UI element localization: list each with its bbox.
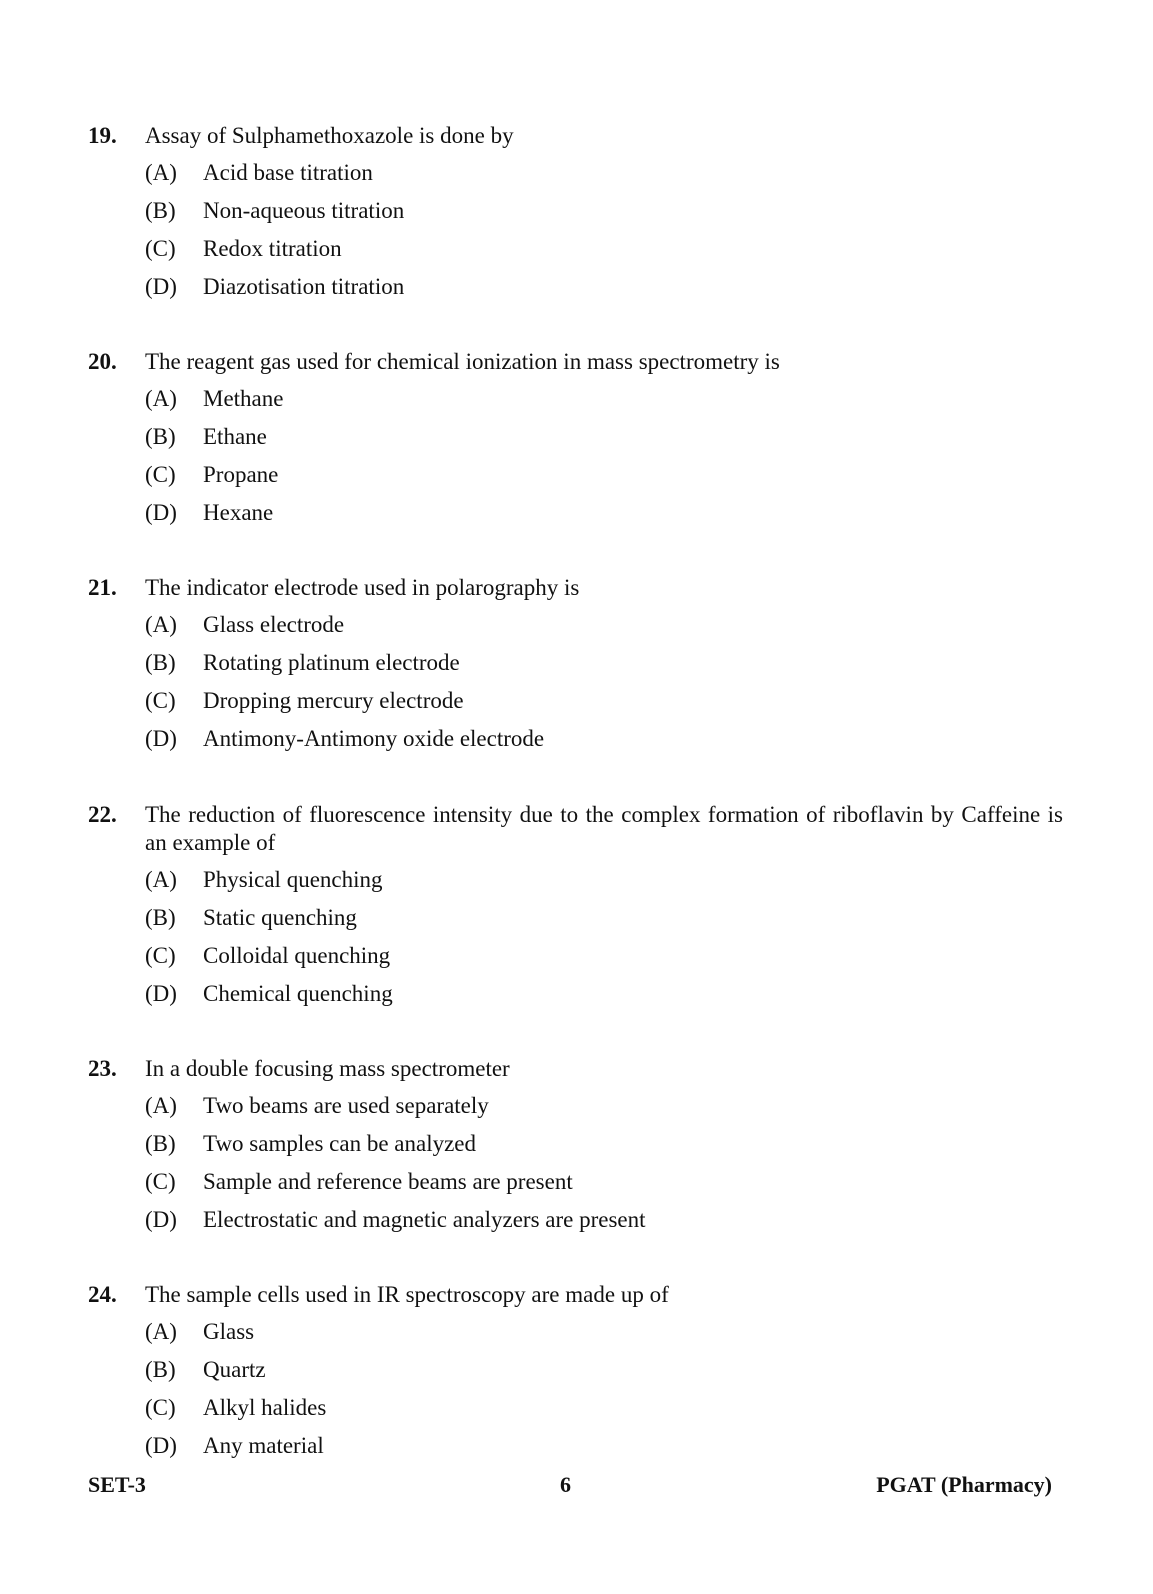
option-text: Antimony-Antimony oxide electrode (203, 726, 545, 751)
option-text: Glass electrode (203, 612, 345, 637)
option-text: Chemical quenching (203, 981, 393, 1006)
question-22 (88, 801, 1063, 1018)
option-list (145, 1092, 1063, 1244)
question-number: 23. (88, 1056, 117, 1081)
option-text: Quartz (203, 1357, 266, 1382)
option-d (145, 980, 1063, 1018)
option-letter: (D) (145, 726, 177, 751)
option-letter: (B) (145, 198, 176, 223)
option-a (145, 611, 1063, 649)
question-number: 21. (88, 575, 117, 600)
option-text: Sample and reference beams are present (203, 1169, 573, 1194)
option-letter: (A) (145, 386, 177, 411)
question-text: The sample cells used in IR spectroscopy are made up of (145, 1282, 669, 1307)
option-b (145, 197, 1063, 235)
option-letter: (A) (145, 1319, 177, 1344)
option-text: Electrostatic and magnetic analyzers are present (203, 1207, 646, 1232)
option-b (145, 649, 1063, 687)
option-letter: (B) (145, 424, 176, 449)
option-c (145, 235, 1063, 273)
option-text: Two samples can be analyzed (203, 1131, 477, 1156)
option-text: Physical quenching (203, 867, 383, 892)
option-letter: (B) (145, 1357, 176, 1382)
option-letter: (B) (145, 1131, 176, 1156)
option-d (145, 1206, 1063, 1244)
question-text: Assay of Sulphamethoxazole is done by (145, 123, 514, 148)
option-text: Methane (203, 386, 284, 411)
option-letter: (A) (145, 867, 177, 892)
option-d (145, 1432, 1063, 1470)
option-text: Non-aqueous titration (203, 198, 405, 223)
question-text: The indicator electrode used in polarography is (145, 575, 580, 600)
exam-name: PGAT (Pharmacy) (876, 1472, 1052, 1497)
option-text: Redox titration (203, 236, 342, 261)
option-letter: (A) (145, 612, 177, 637)
option-text: Ethane (203, 424, 267, 449)
question-number: 22. (88, 802, 117, 827)
option-a (145, 866, 1063, 904)
question-20 (88, 348, 1063, 537)
option-text: Static quenching (203, 905, 357, 930)
option-text: Colloidal quenching (203, 943, 391, 968)
option-a (145, 159, 1063, 197)
option-letter: (A) (145, 160, 177, 185)
question-text: In a double focusing mass spectrometer (145, 1056, 510, 1081)
option-list (145, 611, 1063, 763)
option-text: Diazotisation titration (203, 274, 405, 299)
option-text: Propane (203, 462, 279, 487)
option-letter: (C) (145, 943, 176, 968)
page-number: 6 (560, 1472, 571, 1497)
option-b (145, 1356, 1063, 1394)
option-a (145, 1092, 1063, 1130)
option-c (145, 1394, 1063, 1432)
option-letter: (D) (145, 500, 177, 525)
option-list (145, 159, 1063, 311)
question-number: 24. (88, 1282, 117, 1307)
option-text: Alkyl halides (203, 1395, 327, 1420)
option-text: Acid base titration (203, 160, 373, 185)
set-label: SET-3 (88, 1472, 146, 1497)
option-b (145, 423, 1063, 461)
question-text: The reagent gas used for chemical ionization in mass spectrometry is (145, 349, 780, 374)
option-list (145, 1318, 1063, 1470)
question-number: 20. (88, 349, 117, 374)
option-text: Any material (203, 1433, 324, 1458)
question-19 (88, 122, 1063, 311)
option-text: Dropping mercury electrode (203, 688, 464, 713)
option-letter: (C) (145, 688, 176, 713)
option-c (145, 942, 1063, 980)
option-letter: (D) (145, 981, 177, 1006)
option-letter: (D) (145, 1207, 177, 1232)
option-d (145, 273, 1063, 311)
option-b (145, 1130, 1063, 1168)
page-footer (88, 1472, 1052, 1500)
question-text: The reduction of fluorescence intensity due to the complex formation of riboflavin by Caffeine is an example of (145, 802, 1063, 855)
question-23 (88, 1055, 1063, 1244)
option-letter: (B) (145, 650, 176, 675)
option-letter: (C) (145, 1169, 176, 1194)
option-letter: (D) (145, 1433, 177, 1458)
question-21 (88, 574, 1063, 763)
option-letter: (A) (145, 1093, 177, 1118)
option-letter: (B) (145, 905, 176, 930)
option-letter: (C) (145, 462, 176, 487)
option-letter: (D) (145, 274, 177, 299)
option-text: Glass (203, 1319, 255, 1344)
option-a (145, 1318, 1063, 1356)
option-c (145, 1168, 1063, 1206)
option-letter: (C) (145, 1395, 176, 1420)
option-text: Hexane (203, 500, 274, 525)
option-text: Rotating platinum electrode (203, 650, 460, 675)
option-d (145, 725, 1063, 763)
question-24 (88, 1281, 1063, 1470)
option-list (145, 385, 1063, 537)
option-c (145, 461, 1063, 499)
option-a (145, 385, 1063, 423)
option-b (145, 904, 1063, 942)
option-c (145, 687, 1063, 725)
option-list (145, 866, 1063, 1018)
question-number: 19. (88, 123, 117, 148)
option-letter: (C) (145, 236, 176, 261)
option-d (145, 499, 1063, 537)
option-text: Two beams are used separately (203, 1093, 489, 1118)
